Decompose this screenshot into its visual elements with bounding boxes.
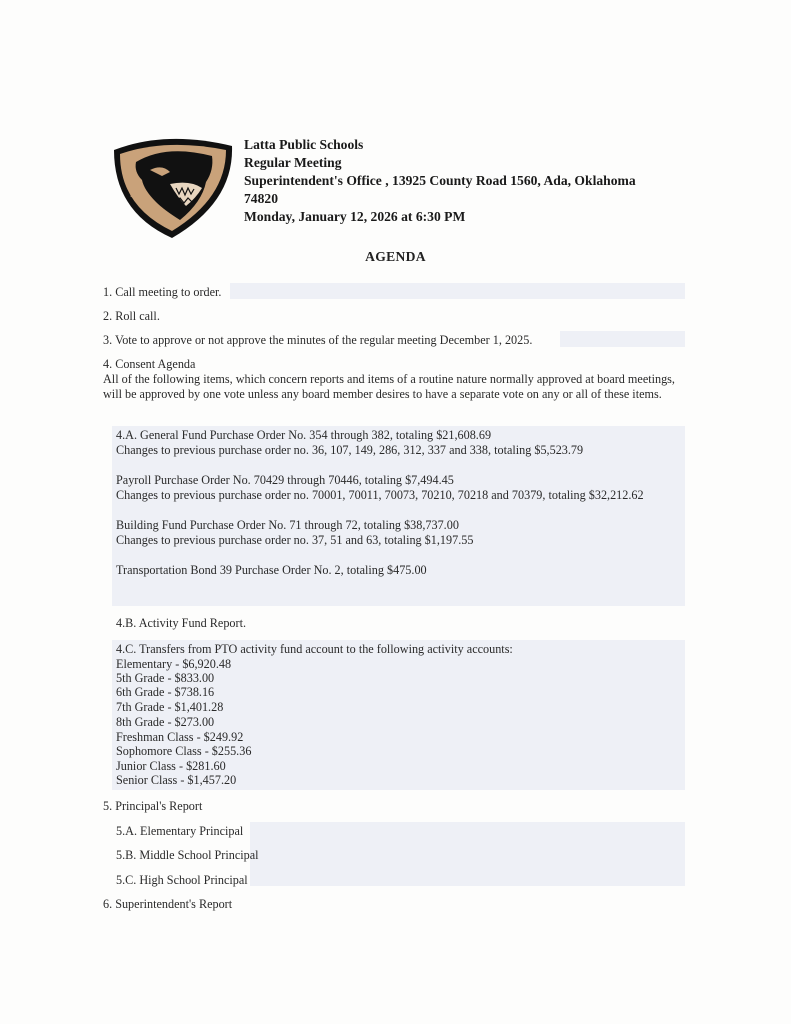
item-principals-report: 5. Principal's Report [103, 799, 203, 813]
meeting-zip: 74820 [244, 191, 278, 206]
payroll-po: Payroll Purchase Order No. 70429 through 70446, totaling $7,494.45 [116, 473, 454, 487]
building-fund-changes: Changes to previous purchase order no. 37, 51 and 63, totaling $1,197.55 [116, 533, 474, 547]
transfer-line: Junior Class - $281.60 [116, 759, 226, 773]
transfer-line: Senior Class - $1,457.20 [116, 773, 237, 787]
item-consent-agenda: 4. Consent Agenda [103, 357, 196, 371]
elementary-principal: 5.A. Elementary Principal [116, 824, 244, 838]
agenda-title: AGENDA [365, 249, 426, 264]
transportation-bond-po: Transportation Bond 39 Purchase Order No. 2, totaling $475.00 [116, 563, 427, 577]
building-fund-po: Building Fund Purchase Order No. 71 through 72, totaling $38,737.00 [116, 518, 459, 532]
transfer-line: Sophomore Class - $255.36 [116, 744, 252, 758]
middle-school-principal: 5.B. Middle School Principal [116, 848, 259, 862]
item-approve-minutes: 3. Vote to approve or not approve the minutes of the regular meeting December 1, 2025. [103, 333, 533, 347]
meeting-type: Regular Meeting [244, 155, 342, 170]
meeting-location: Superintendent's Office , 13925 County Road 1560, Ada, Oklahoma [244, 173, 636, 188]
payroll-changes: Changes to previous purchase order no. 70001, 70011, 70073, 70210, 70218 and 70379, totaling $32,212.62 [116, 488, 644, 502]
transfer-line: Freshman Class - $249.92 [116, 730, 244, 744]
district-name: Latta Public Schools [244, 137, 364, 152]
high-school-principal: 5.C. High School Principal [116, 873, 248, 887]
general-fund-changes: Changes to previous purchase order no. 36, 107, 149, 286, 312, 337 and 338, totaling $5,523.79 [116, 443, 584, 457]
transfer-line: 8th Grade - $273.00 [116, 715, 215, 729]
item-roll-call: 2. Roll call. [103, 309, 160, 323]
band-principals [250, 822, 685, 886]
general-fund-po: 4.A. General Fund Purchase Order No. 354 through 382, totaling $21,608.69 [116, 428, 492, 442]
meeting-datetime: Monday, January 12, 2026 at 6:30 PM [244, 209, 466, 224]
transfer-line: 6th Grade - $738.16 [116, 685, 215, 699]
activity-fund-report: 4.B. Activity Fund Report. [116, 616, 247, 630]
transfer-line: 7th Grade - $1,401.28 [116, 700, 224, 714]
band-item1 [230, 283, 685, 299]
consent-agenda-description: All of the following items, which concern reports and items of a routine nature normally approved at board meetings, will be approved by one vote unless any board member desires to have a separate vote on any or all of these items. [103, 372, 675, 401]
item-call-to-order: 1. Call meeting to order. [103, 285, 222, 299]
pto-transfers-heading: 4.C. Transfers from PTO activity fund account to the following activity accounts: [116, 642, 513, 656]
transfer-line: 5th Grade - $833.00 [116, 671, 215, 685]
band-item3 [560, 331, 685, 347]
meeting-header [244, 136, 714, 226]
transfer-line: Elementary - $6,920.48 [116, 657, 232, 671]
item-superintendents-report: 6. Superintendent's Report [103, 897, 233, 911]
panther-shield-icon [106, 132, 236, 240]
